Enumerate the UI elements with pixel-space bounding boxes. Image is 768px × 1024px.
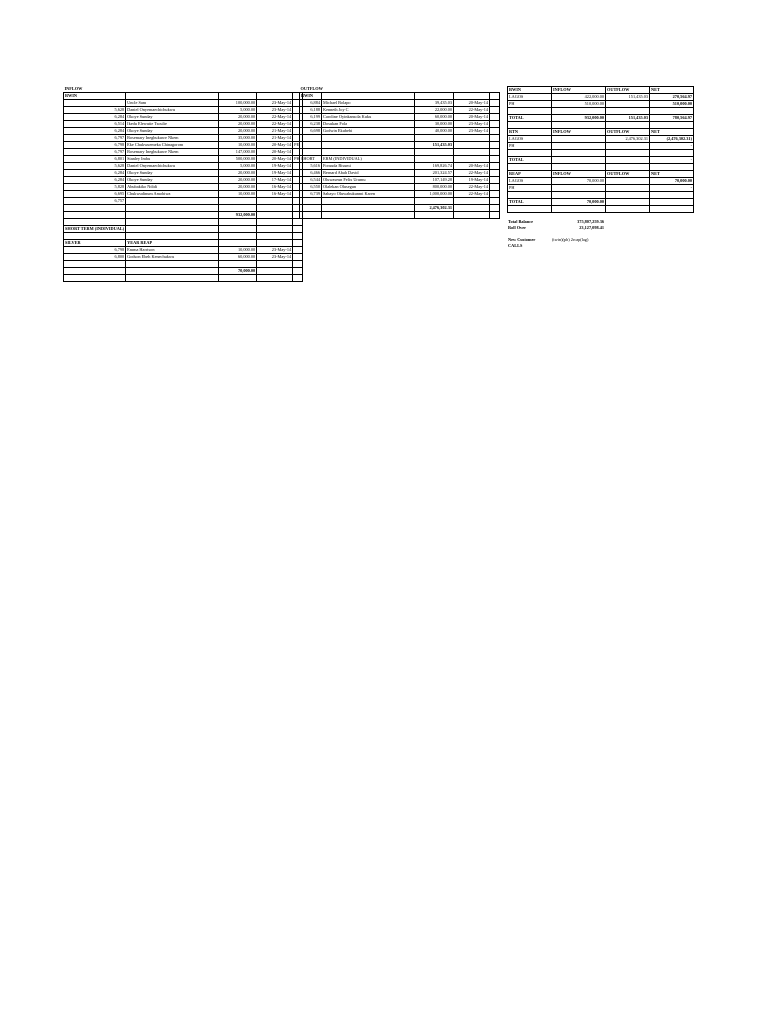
table-row [300, 191, 500, 198]
entry-amount: 20,000.00 [219, 128, 257, 135]
row-label: LAGOS [508, 178, 552, 185]
row-label: PH [508, 143, 552, 150]
inflow-section [63, 86, 303, 282]
row-label: LAGOS [508, 136, 552, 143]
total-balance-value: 375,807,259.36 [577, 219, 604, 224]
table-row [64, 212, 303, 219]
entry-code: 6,188 [300, 107, 322, 114]
entry-name: Okoye Sunday [126, 114, 219, 121]
entry-amount: 800,000.00 [415, 184, 454, 191]
blank-row [508, 122, 694, 129]
entry-name: Okoye Sunday [126, 128, 219, 135]
outflow-header: RWIN [300, 93, 322, 100]
table-row [64, 114, 303, 121]
table-row [300, 170, 500, 177]
roll-over-value: 23,127,098.41 [579, 225, 604, 230]
rtn-col-inflow: INFLOW [552, 129, 606, 136]
entry-name: Okoye Sunday [126, 177, 219, 184]
entry-date: 21-May-14 [257, 128, 293, 135]
roll-over-label: Roll Over [508, 225, 527, 230]
blank-row [64, 205, 303, 212]
rwin-col-outflow: OUTFLOW [606, 87, 650, 94]
table-row [508, 178, 694, 185]
entry-code: 6,797 [64, 149, 126, 156]
entry-code: 6,797 [64, 135, 126, 142]
entry-amount: 147,000.00 [219, 149, 257, 156]
blank-row [64, 275, 303, 282]
entry-date: 22-May-14 [454, 184, 490, 191]
reap-col-net: NET [650, 171, 694, 178]
entry-code: 6,284 [64, 177, 126, 184]
entry-amount: 169,826.74 [415, 163, 454, 170]
entry-name: Bernard Abah David [322, 170, 415, 177]
reap-col-label: REAP [508, 171, 552, 178]
entry-date: 16-May-14 [257, 184, 293, 191]
entry-note: PH [293, 156, 303, 163]
entry-amount: 107,149.28 [415, 177, 454, 184]
table-row [508, 136, 694, 143]
table-row [64, 142, 303, 149]
table-row [300, 142, 500, 149]
entry-amount: 20,000.00 [219, 184, 257, 191]
section-row [64, 240, 303, 247]
entry-amount: 60,000.00 [415, 114, 454, 121]
table-row [64, 128, 303, 135]
total-net: - [650, 157, 694, 164]
total-label: TOTAL [508, 199, 552, 206]
total-balance-label: Total Balance [508, 219, 534, 224]
row-net: (2,476,302.31) [650, 136, 694, 143]
entry-amount: 5,000.00 [219, 107, 257, 114]
row-outflow [606, 178, 650, 185]
entry-name: Michael Bolapo [322, 100, 415, 107]
entry-name [126, 198, 219, 205]
entry-date: 22-May-14 [257, 121, 293, 128]
entry-amount: 35,000.00 [219, 135, 257, 142]
rtn-col-outflow: OUTFLOW [606, 129, 650, 136]
entry-date: 22-May-14 [257, 114, 293, 121]
year-reap-label: YEAR REAP [126, 240, 219, 247]
entry-date: 22-May-14 [454, 191, 490, 198]
table-row [300, 128, 500, 135]
table-row [64, 191, 303, 198]
row-outflow: 2,476,302.31 [606, 136, 650, 143]
entry-amount [219, 198, 257, 205]
blank-row [508, 150, 694, 157]
entry-code: 5,616 [300, 163, 322, 170]
blank-row [64, 233, 303, 240]
entry-amount: 20,000.00 [219, 121, 257, 128]
total-outflow [606, 199, 650, 206]
entry-name: Godwin Ekubebi [322, 128, 415, 135]
entry-date: 23-May-14 [257, 247, 293, 254]
row-inflow [552, 143, 606, 150]
entry-name: Emma Harrison [126, 247, 219, 254]
blank-row [508, 164, 694, 171]
short-term-label: SHORT [300, 156, 322, 163]
row-outflow [606, 185, 650, 192]
row-net: 510,000.00 [650, 101, 694, 108]
entry-name: Godson Ebeh Kenechukwu [126, 254, 219, 261]
entry-code: 5,628 [64, 107, 126, 114]
rtn-col-net: NET [650, 129, 694, 136]
table-row [64, 163, 303, 170]
blank-row [64, 261, 303, 268]
summary-header-row [508, 171, 694, 178]
table-row [508, 157, 694, 164]
entry-code: 5,628 [64, 163, 126, 170]
total-label: TOTAL [508, 115, 552, 122]
outflow-rows [300, 93, 500, 219]
total-outflow [606, 157, 650, 164]
blank-row [300, 135, 500, 142]
entry-amount: 201,324.57 [415, 170, 454, 177]
summary-notes [507, 219, 605, 249]
entry-name: Dosukan Fola [322, 121, 415, 128]
entry-name: Okoye Sunday [126, 170, 219, 177]
rwin-col-inflow: INFLOW [552, 87, 606, 94]
entry-date: 20-May-14 [257, 142, 293, 149]
table-row [64, 107, 303, 114]
total-inflow [552, 157, 606, 164]
entry-code: 6,798 [64, 142, 126, 149]
inflow-table [63, 86, 303, 282]
entry-code: 6,698 [300, 128, 322, 135]
reap-col-outflow: OUTFLOW [606, 171, 650, 178]
row-outflow [606, 101, 650, 108]
calls-label: CALLS [508, 243, 523, 248]
total-label: TOTAL [508, 157, 552, 164]
new-customer-label: New Customer [508, 237, 536, 242]
new-customer-value: (twin)(ph) 2rcap(lag) [552, 237, 589, 242]
short-term-total: 2,476,302.31 [415, 205, 454, 212]
entry-code: 6,800 [64, 254, 126, 261]
entry-amount: 30,000.00 [415, 121, 454, 128]
entry-note: PE [293, 142, 303, 149]
entry-code: 6,884 [300, 100, 322, 107]
row-label: PH [508, 185, 552, 192]
table-row [64, 198, 303, 205]
row-outflow [606, 143, 650, 150]
entry-name: Rosemary Inegbukuwe Nkem [126, 149, 219, 156]
short-term-label-rest: ERM (INDIVIDUAL) [322, 156, 415, 163]
table-row [300, 184, 500, 191]
entry-code: 6,739 [300, 191, 322, 198]
entry-name: Rosemary Inegbukuwe Nkem [126, 135, 219, 142]
section-row [64, 226, 303, 233]
table-row [508, 143, 694, 150]
entry-amount: 10,000.00 [219, 191, 257, 198]
inflow-header: RWIN [64, 93, 126, 100]
entry-name: Uncle Sam [126, 100, 219, 107]
entry-amount: 20,000.00 [219, 177, 257, 184]
table-row [508, 115, 694, 122]
table-row [64, 156, 303, 163]
entry-name: Oluwaseun Felix Urumu [322, 177, 415, 184]
total-inflow: 932,000.00 [552, 115, 606, 122]
total-net: 780,564.97 [650, 115, 694, 122]
table-row [64, 121, 303, 128]
table-row [508, 199, 694, 206]
inflow-total: 932,000.00 [219, 212, 257, 219]
table-row [300, 107, 500, 114]
entry-amount: 40,000.00 [415, 128, 454, 135]
row-inflow [552, 136, 606, 143]
row-inflow: 510,000.00 [552, 101, 606, 108]
entry-date: 17-May-14 [257, 177, 293, 184]
total-inflow: 70,000.00 [552, 199, 606, 206]
rwin-col-label: RWIN [508, 87, 552, 94]
total-net [650, 199, 694, 206]
rtn-col-label: RTN [508, 129, 552, 136]
table-row [64, 247, 303, 254]
entry-name: Stanley Imbu [126, 156, 219, 163]
entry-name: Eke Chukwuemeka Chinagorom [126, 142, 219, 149]
table-row [64, 149, 303, 156]
entry-code: 6,514 [64, 121, 126, 128]
entry-date: 19-May-14 [454, 177, 490, 184]
entry-amount: 20,000.00 [219, 114, 257, 121]
summary-section [507, 86, 694, 249]
entry-code [64, 100, 126, 107]
row-label: PH [508, 101, 552, 108]
summary-header-row [508, 87, 694, 94]
row-outflow: 151,435.03 [606, 94, 650, 101]
outflow-section [299, 86, 500, 219]
entry-name: Daniel Onyemaechichukwu [126, 107, 219, 114]
blank-row [508, 192, 694, 199]
outflow-total: 151,435.03 [415, 142, 454, 149]
entry-amount: 10,000.00 [219, 142, 257, 149]
silver-total: 70,000.00 [219, 268, 257, 275]
outflow-title: OUTFLOW [300, 86, 323, 91]
entry-date: 23-May-14 [257, 100, 293, 107]
entry-amount: 39,435.03 [415, 100, 454, 107]
entry-code: 6,695 [64, 191, 126, 198]
row-inflow: 422,000.00 [552, 94, 606, 101]
table-row [64, 254, 303, 261]
entry-code: 6,466 [300, 170, 322, 177]
entry-name: Foruuda Bisumi [322, 163, 415, 170]
blank-row [300, 212, 500, 219]
table-row [64, 184, 303, 191]
entry-code: 6,798 [64, 247, 126, 254]
entry-name: Ikedu Elewutie Tsoulie [126, 121, 219, 128]
entry-amount: 60,000.00 [219, 254, 257, 261]
entry-date: 20-May-14 [454, 114, 490, 121]
entry-date [257, 198, 293, 205]
entry-code: 6,284 [64, 114, 126, 121]
table-row [64, 177, 303, 184]
table-row [508, 185, 694, 192]
table-row [508, 94, 694, 101]
silver-label: SILVER [64, 240, 126, 247]
entry-date: 22-May-14 [454, 170, 490, 177]
summary-header-row [508, 129, 694, 136]
row-net: - [650, 143, 694, 150]
blank-row [508, 108, 694, 115]
entry-date: 23-May-14 [454, 128, 490, 135]
entry-date: 21-May-14 [257, 135, 293, 142]
blank-row [300, 149, 500, 156]
entry-code: 6,801 [64, 156, 126, 163]
entry-name: Abubakiko Ndidi [126, 184, 219, 191]
outflow-table [299, 86, 500, 219]
table-row [300, 177, 500, 184]
entry-date: 20-May-14 [257, 156, 293, 163]
entry-date: 23-May-14 [257, 254, 293, 261]
entry-code: 6,284 [64, 170, 126, 177]
rwin-col-net: NET [650, 87, 694, 94]
entry-amount: 10,000.00 [219, 247, 257, 254]
entry-name: Chukwudinum Amobiwa [126, 191, 219, 198]
entry-name: Olalekan Olusegun [322, 184, 415, 191]
table-row [508, 101, 694, 108]
row-net: 70,000.00 [650, 178, 694, 185]
entry-name: Kenneth Joy C [322, 107, 415, 114]
table-row [300, 163, 500, 170]
summary-table [507, 86, 694, 213]
entry-date: 19-May-14 [257, 163, 293, 170]
entry-amount: 20,000.00 [219, 170, 257, 177]
inflow-rows [64, 93, 303, 282]
entry-date: 20-May-14 [454, 100, 490, 107]
entry-date: 20-May-14 [257, 149, 293, 156]
blank-row [508, 206, 694, 213]
row-inflow [552, 185, 606, 192]
table-row [300, 114, 500, 121]
table-row [64, 268, 303, 275]
entry-date: 23-May-14 [454, 121, 490, 128]
row-inflow: 70,000.00 [552, 178, 606, 185]
table-row [300, 205, 500, 212]
entry-code: 6,199 [300, 114, 322, 121]
short-term-label: SHORT TERM (INDIVIDUAL) [65, 226, 125, 231]
table-row [64, 170, 303, 177]
section-row [300, 156, 500, 163]
entry-code: 6,238 [300, 121, 322, 128]
entry-amount: 100,000.00 [219, 100, 257, 107]
row-net: - [650, 185, 694, 192]
total-outflow: 151,435.03 [606, 115, 650, 122]
entry-code: 6,544 [300, 177, 322, 184]
entry-date: 23-May-14 [257, 107, 293, 114]
entry-code: 5,828 [64, 184, 126, 191]
table-row [64, 100, 303, 107]
blank-row [64, 219, 303, 226]
entry-code: 6,757 [64, 198, 126, 205]
reap-col-inflow: INFLOW [552, 171, 606, 178]
entry-date: 19-May-14 [257, 170, 293, 177]
entry-name: Caroline Oyinkansola Kuku [322, 114, 415, 121]
entry-amount: 5,000.00 [219, 163, 257, 170]
entry-date: 16-May-14 [257, 191, 293, 198]
row-label: LAGOS [508, 94, 552, 101]
table-row [64, 135, 303, 142]
entry-code: 6,284 [64, 128, 126, 135]
entry-amount: 22,000.00 [415, 107, 454, 114]
table-row [300, 100, 500, 107]
entry-name: Daniel Onyemaechichukwu [126, 163, 219, 170]
row-net: 270,564.97 [650, 94, 694, 101]
entry-date: 22-May-14 [454, 107, 490, 114]
entry-amount: 1,000,000.00 [415, 191, 454, 198]
entry-name: Sabayo Oluwabukunmi Karen [322, 191, 415, 198]
blank-row [300, 198, 500, 205]
entry-date: 20-May-14 [454, 163, 490, 170]
entry-amount: 500,000.00 [219, 156, 257, 163]
table-row [300, 121, 500, 128]
entry-code: 6,550 [300, 184, 322, 191]
inflow-title: INFLOW [64, 86, 83, 91]
